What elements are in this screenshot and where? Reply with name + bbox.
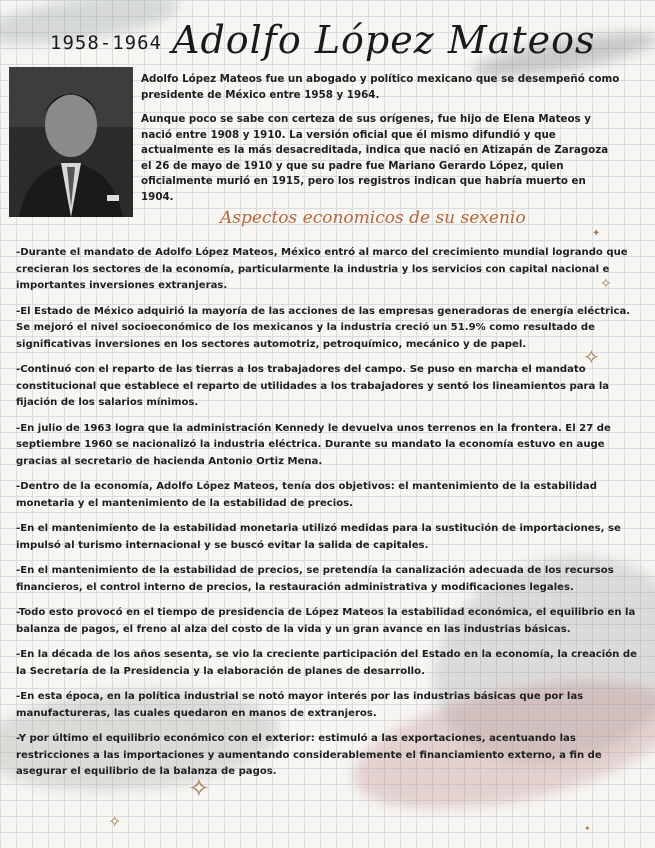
- sparkle-icon: ✧: [583, 345, 600, 369]
- list-item: -Todo esto provocó en el tiempo de presidencia de López Mateos la estabilidad económica, el equilibrio en la balanza de pagos, el freno al alza del costo de la vida y un gran avance en las industrias básicas.: [16, 607, 636, 635]
- page-title: Adolfo López Mateos: [172, 18, 596, 62]
- intro-paragraph: Aunque poco se sabe con certeza de sus orígenes, fue hijo de Elena Mateos y nació entre 1908 y 1910. La versión oficial que él mismo difundió y que actualmente es la más desacreditada, indica que nació en Atizapán de Zaragoza el 26 de mayo de 1910 y que su padre fue Mariano Gerardo López, quien oficialmente murió en 1915, pero los registros indican que habría muerto en 1904.: [141, 113, 609, 203]
- list-item: -El Estado de México adquirió la mayoría de las acciones de las empresas generadoras de energía eléctrica. Se mejoró el nivel socioeconómico de los mexicanos y la industria creció un 51.9% como resultado de significativas inversiones en los sectores automotriz, petroquímico, mecánico y de papel.: [16, 305, 631, 350]
- list-item: -En la década de los años sesenta, se vio la creciente participación del Estado en la economía, la creación de la Secretaría de la Presidencia y la elaboración de planes de desarrollo.: [16, 649, 637, 677]
- list-item: -Dentro de la economía, Adolfo López Mateos, tenía dos objetivos: el mantenimiento de la estabilidad monetaria y el mantenimiento de la estabilidad de precios.: [16, 481, 597, 509]
- list-item: -Continuó con el reparto de las tierras a los trabajadores del campo. Se puso en marcha el mandato constitucional que establece el reparto de utilidades a los trabajadores y sentó los lineamientos para la fijación de los salarios mínimos.: [16, 364, 610, 408]
- portrait-photo: [9, 67, 133, 217]
- list-item: -Durante el mandato de Adolfo López Mateos, México entró al marco del crecimiento mundial logrando que crecieran los sectores de la economía, particularmente la industria y los servicios con capital nacional e importantes inversiones extranjeras.: [16, 247, 628, 291]
- section-title: Aspectos economicos de su sexenio: [220, 208, 526, 228]
- presidency-years: 1958-1964: [50, 32, 162, 54]
- sparkle-icon: ✦: [592, 228, 601, 239]
- list-item: -En el mantenimiento de la estabilidad monetaria utilizó medidas para la sustitución de importaciones, se impulsó al turismo internacional y se buscó evitar la salida de capitales.: [16, 523, 621, 551]
- list-item: -En el mantenimiento de la estabilidad de precios, se pretendía la canalización adecuada de los recursos financieros, el control interno de precios, la restauración administrativa y modificaciones legales.: [16, 565, 614, 593]
- economic-aspects-list: [16, 245, 638, 790]
- sparkle-icon: ✧: [188, 774, 210, 804]
- list-item: -En julio de 1963 logra que la administración Kennedy le devuelva unos terrenos en la frontera. El 27 de septiembre 1960 se nacionalizó la industria eléctrica. Durante su mandato la economía estuvo en auge gracias al secretario de hacienda Antonio Ortiz Mena.: [16, 422, 611, 467]
- sparkle-icon: ✧: [600, 276, 612, 292]
- sparkle-icon: ✧: [108, 812, 122, 831]
- intro-paragraph: Adolfo López Mateos fue un abogado y político mexicano que se desempeñó como presidente de México entre 1958 y 1964.: [141, 73, 620, 101]
- intro-text: [141, 72, 621, 214]
- portrait-image: [9, 67, 133, 217]
- list-item: -En esta época, en la política industrial se notó mayor interés por las industrias básicas que por las manufactureras, las cuales quedaron en manos de extranjeros.: [16, 691, 584, 719]
- sparkle-icon: ✦: [584, 824, 591, 833]
- title-row: [50, 18, 610, 68]
- list-item: -Y por último el equilibrio económico con el exterior: estimuló a las exportaciones, acentuando las restricciones a las importaciones y aumentando considerablemente el financiamiento externo, a fin de asegurar el equilibrio de la balanza de pagos.: [16, 733, 602, 777]
